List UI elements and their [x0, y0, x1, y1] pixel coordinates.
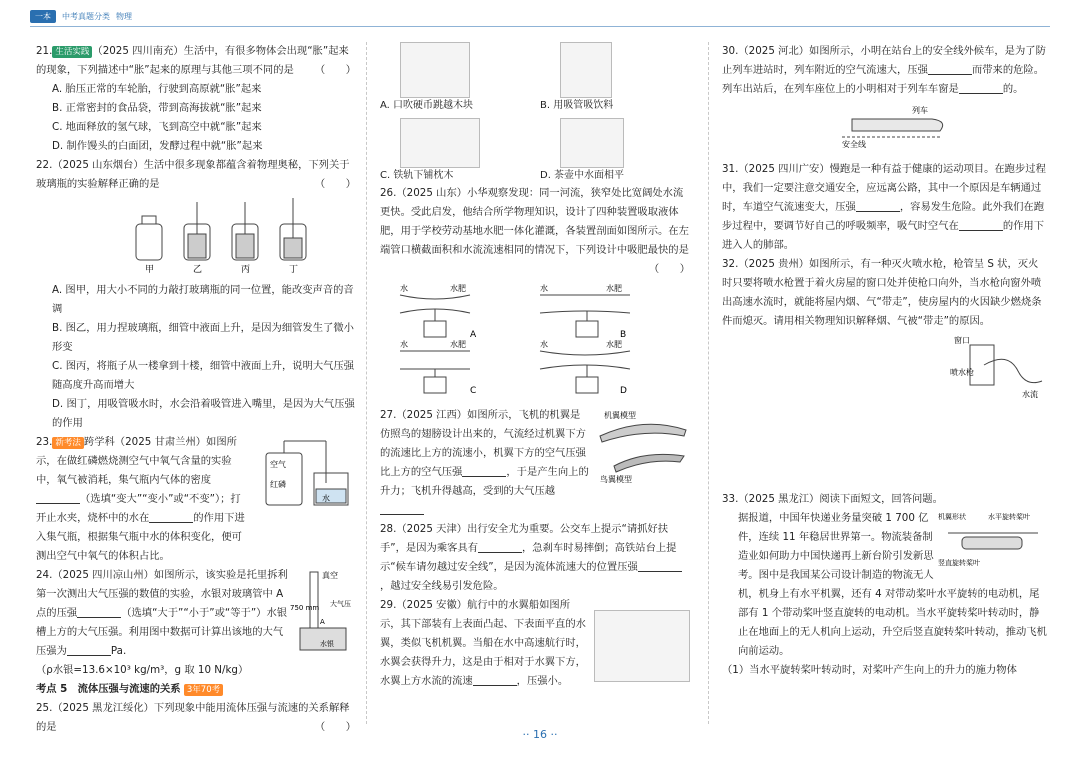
q33-subquestion-1: （1）当水平旋转桨叶转动时，对桨叶产生向上的升力的施力物体: [722, 664, 1017, 676]
answer-blank[interactable]: [478, 540, 522, 553]
column-divider: [366, 42, 367, 724]
q33-passage: 机翼形状 水平旋转桨叶 竖直旋转桨叶 据报道，中国年快递业务量突破 1 700 亿件，连续 11 年稳居世界第一。物流装备制造业如何助力中国快递再上新台阶引发新思考。图中是我国某公司设计制造的物流无人机，机身上有水平机翼，还有 4 对带动桨叶水平旋转的电动机，尾部有 1 个带动桨叶竖直旋转的电动机。当水平旋转桨叶转动时，静止在地面上的无人机向上运动，升空后竖直旋转桨叶转动，推动飞机向前运动。 （1）当水平旋转桨叶转动时，对桨叶产生向上的升力的施力物体: [722, 509, 1048, 680]
svg-text:喷水枪: 喷水枪: [950, 368, 974, 377]
figure-label-jia: 甲: [145, 265, 155, 275]
column-middle: [380, 42, 690, 691]
answer-paren: （ ）: [314, 64, 356, 76]
column-right: [722, 42, 1048, 680]
figure-label-ding: 丁: [289, 265, 299, 275]
option: C. 图丙，将瓶子从一楼拿到十楼，细管中液面上升，说明大气压强随高度升高而增大: [52, 360, 355, 391]
teapot-image: [560, 118, 624, 168]
figure-label-d: D: [620, 386, 627, 396]
answer-blank[interactable]: [959, 218, 1003, 231]
svg-text:水: 水: [400, 340, 408, 349]
question-33: 33.（2025 黑龙江）阅读下面短文，回答问题。: [722, 493, 943, 505]
water-gun-figure: [722, 331, 1048, 411]
svg-text:安全线: 安全线: [842, 140, 866, 149]
answer-blank[interactable]: [36, 491, 80, 504]
straw-drink-image: [560, 42, 612, 98]
question-24: 24.（2025 四川凉山州）如图所示，该实验是托里拆利第一次测出大气压强的数值的实验，水银对玻璃管中 A 点的压强 （选填“大于”“小于”或“等于”）水银槽上方的大气压强。利用图中数据可计算出该地的大气压强为 Pa. （ρ水银=13.6×10³ kg/m³，g 取 10 N/kg） 真空 750 mm 大气压 A 水银: [36, 566, 356, 680]
svg-text:机翼形状: 机翼形状: [938, 513, 966, 521]
train-platform-figure: [722, 99, 1048, 149]
option: D. 制作馒头的白面团，发酵过程中就“胀”起来: [52, 140, 263, 152]
svg-text:鸟翼模型: 鸟翼模型: [600, 475, 632, 484]
option: A. 胎压正常的车轮胎，行驶到高原就“胀”起来: [52, 83, 262, 95]
drone-figure: [938, 509, 1048, 573]
question-27: 27.（2025 江西）如图所示，飞机的机翼是仿照鸟的翅膀设计出来的，气流经过机翼下方的流速比上方的流速小，机翼下方的空气压强比上方的空气压强 ，于是产生向上的升力；飞机升得越高，受到的大气压越 机翼模型 鸟翼模型: [380, 406, 690, 520]
column-divider: [708, 42, 709, 724]
svg-text:水平旋转桨叶: 水平旋转桨叶: [988, 513, 1030, 521]
answer-blank[interactable]: [380, 502, 424, 515]
question-28: 28.（2025 天津）出行安全尤为重要。公交车上提示“请抓好扶手”，是因为乘客具有 ，急刹车时易摔倒；高铁站台上提示“候车请勿越过安全线”，是因为流体流速大的位置压强，越过安全线易引发危险。: [380, 520, 690, 596]
svg-text:水: 水: [540, 340, 548, 349]
option: B. 正常密封的食品袋，带到高海拔就“胀”起来: [52, 102, 262, 114]
svg-text:真空: 真空: [322, 571, 338, 580]
subject-label: 物理: [116, 11, 132, 21]
answer-blank[interactable]: [462, 464, 506, 477]
svg-text:水: 水: [400, 284, 408, 293]
svg-text:竖直旋转桨叶: 竖直旋转桨叶: [938, 559, 980, 567]
answer-blank[interactable]: [149, 510, 193, 523]
option: A. 图甲，用大小不同的力敲打玻璃瓶的同一位置，能改变声音的音调: [52, 284, 354, 315]
svg-text:水银: 水银: [320, 640, 334, 648]
option: A. 口吹硬币跳越木块: [380, 100, 474, 111]
svg-text:水肥: 水肥: [450, 340, 466, 349]
svg-text:大气压: 大气压: [330, 600, 351, 608]
figure-label-a: A: [470, 330, 477, 340]
figure-label-b: B: [620, 330, 627, 340]
glass-bottle-figure: [36, 194, 356, 274]
svg-text:水肥: 水肥: [450, 284, 466, 293]
answer-blank[interactable]: [928, 62, 972, 75]
wing-model-figure: [594, 406, 690, 486]
svg-text:机翼模型: 机翼模型: [604, 411, 636, 420]
section-tag: 3年70考: [184, 684, 223, 696]
svg-text:列车: 列车: [912, 106, 928, 115]
question-23: 23. 新考法 跨学科（2025 甘肃兰州）如图所示，在做红磷燃烧测空气中氧气含量的实验中，氧气被消耗，集气瓶内气体的密度（选填“变大”“变小”或“不变”）；打开止水夹，烧杯中的水在 的作用下进入集气瓶，根据集气瓶中水的体积变化，便可测出空气中氧气的体积占比。 空气 红磷 水: [36, 433, 356, 566]
question-tag: 生活实践: [52, 46, 92, 58]
question-22: 22.（2025 山东烟台）生活中很多现象都蕴含着物理奥秘，下列关于玻璃瓶的实验解释正确的是 （ ）: [36, 159, 356, 190]
option: D. 茶壶中水面相平: [540, 170, 625, 181]
question-29: 29.（2025 安徽）航行中的水翼船如图所示，其下部装有上表面凸起、下表面平直的水翼，类似飞机机翼。当船在水中高速航行时，水翼会获得升力，这是由于相对于水翼下方，水翼上方水流的流速 ，压强小。: [380, 596, 690, 691]
question-32: 32.（2025 贵州）如图所示，有一种灭火喷水枪，枪管呈 S 状，灭火时只要将喷水枪置于着火房屋的窗口处并使枪口向外，当水枪向窗外喷出高速水流时，就能将屋内烟、气“带走”，使房屋内的火因缺少燃烧条件而熄灭。请用相关物理知识解释烟、气被“带走”的原因。: [722, 258, 1042, 327]
svg-text:空气: 空气: [270, 460, 286, 469]
series-title: 中考真题分类: [62, 11, 110, 21]
figure-label-c: C: [470, 386, 477, 396]
answer-blank[interactable]: [856, 199, 900, 212]
svg-text:750 mm: 750 mm: [290, 604, 320, 612]
column-left: [36, 42, 356, 737]
option: B. 用吸管吸饮料: [540, 100, 614, 111]
series-badge: 一本: [30, 10, 56, 23]
svg-text:水流: 水流: [1022, 390, 1038, 399]
page-header: [30, 8, 132, 24]
question-26: 26.（2025 山东）小华观察发现：同一河流，狭窄处比宽阔处水流更快。受此启发，他结合所学物理知识，设计了四种装置吸取液体肥，用于学校劳动基地水肥一体化灌溉，各装置剖面如图所示。在左端管口横截面积和水流流速相同的情况下，下列设计中吸肥最快的是 （ ）: [380, 187, 690, 275]
q25-option-figures: [380, 42, 690, 184]
header-divider: [30, 26, 1050, 27]
answer-blank[interactable]: [473, 673, 517, 686]
figure-label-bing: 丙: [241, 265, 251, 275]
figure-label-yi: 乙: [193, 265, 203, 275]
svg-text:A: A: [320, 618, 325, 626]
hydrofoil-ship-image: [594, 610, 690, 682]
option: D. 图丁，用吸管吸水时，水会沿着吸管进入嘴里，是因为大气压强的作用: [52, 398, 355, 429]
svg-text:水肥: 水肥: [606, 284, 622, 293]
svg-text:水: 水: [540, 284, 548, 293]
svg-text:水肥: 水肥: [606, 340, 622, 349]
answer-blank[interactable]: [77, 605, 121, 618]
svg-text:红磷: 红磷: [270, 480, 286, 489]
answer-blank[interactable]: [67, 643, 111, 656]
question-25: 25.（2025 黑龙江绥化）下列现象中能用流体压强与流速的关系解释的是 （ ）: [36, 702, 356, 733]
railway-sleeper-image: [400, 118, 480, 168]
coin-jump-image: [400, 42, 470, 98]
option: C. 铁轨下铺枕木: [380, 170, 454, 181]
svg-text:窗口: 窗口: [954, 336, 970, 345]
question-31: 31.（2025 四川广安）慢跑是一种有益于健康的运动项目。在跑步过程中，我们一定要注意交通安全，应远离公路，其中一个原因是车辆通过时，车道空气流速变大，压强 ，容易发生危险。此外我们在跑步过程中，要调节好自己的呼吸频率，吸气时空气在 的作用下进入人的肺部。: [722, 163, 1046, 251]
torricelli-experiment-figure: [290, 566, 356, 656]
svg-text:水: 水: [322, 494, 330, 503]
section-title: 考点 5 流体压强与流速的关系 3年70考: [36, 680, 356, 699]
page-number: ·· 16 ··: [522, 728, 558, 741]
option: C. 地面释放的氢气球，飞到高空中就“胀”起来: [52, 121, 262, 133]
answer-blank[interactable]: [638, 559, 682, 572]
option: B. 图乙，用力捏玻璃瓶，细管中液面上升，是因为细管发生了微小形变: [52, 322, 354, 353]
phosphorus-experiment-figure: [256, 433, 356, 513]
fertilizer-device-figure: [380, 279, 690, 399]
answer-blank[interactable]: [959, 81, 1003, 94]
question-30: 30.（2025 河北）如图所示，小明在站台上的安全线外候车，是为了防止列车进站时，列车附近的空气流速大，压强 而带来的危险。列车出站后，在列车座位上的小明相对于列车车窗是 的。: [722, 45, 1046, 95]
question-tag: 新考法: [52, 437, 84, 449]
question-21: 21. 生活实践 （2025 四川南充）生活中，有很多物体会出现“胀”起来的现象，下列描述中“胀”起来的原理与其他三项不同的是 （ ）: [36, 42, 356, 80]
